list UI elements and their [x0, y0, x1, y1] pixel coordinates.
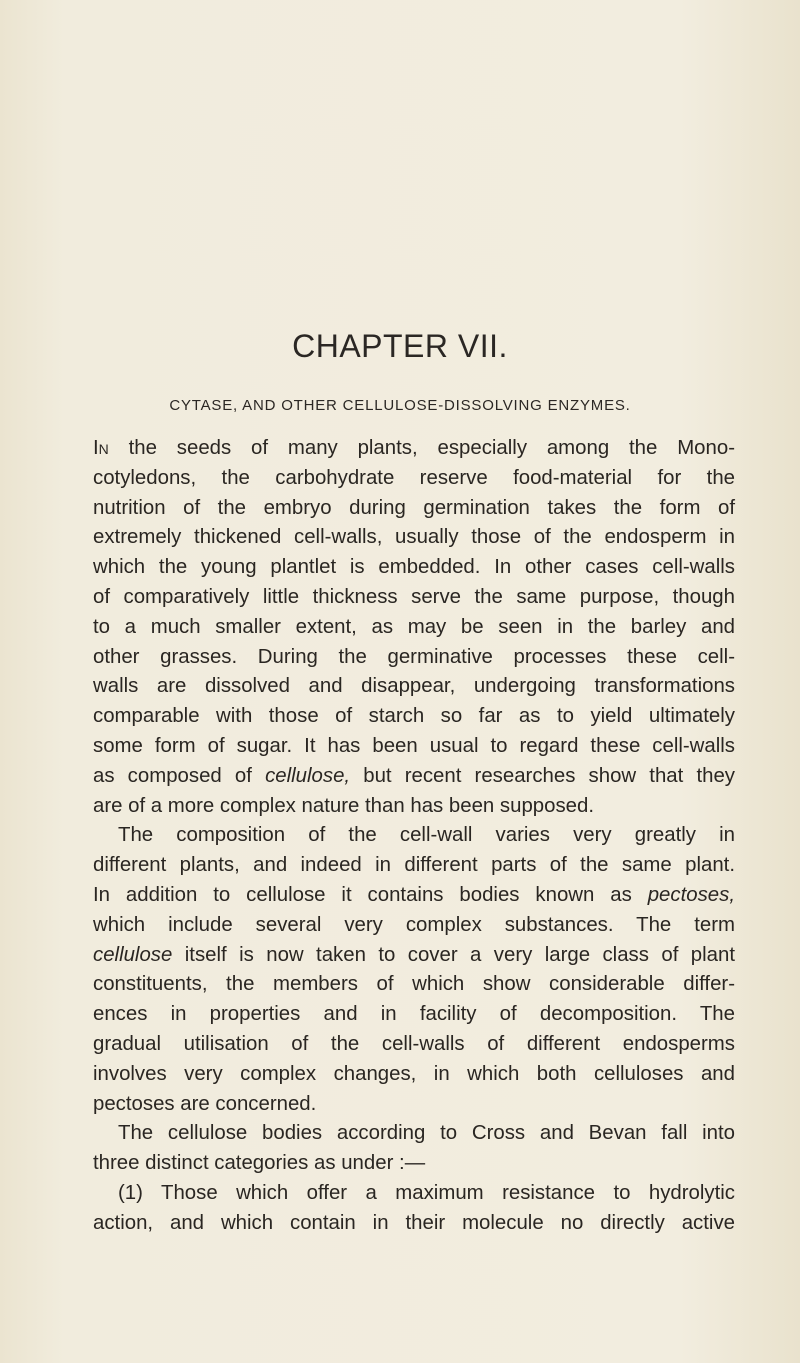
text-line: to a much smaller extent, as may be seen in the barley and: [93, 615, 735, 638]
text-line: extremely thickened cell-walls, usually those of the endosperm in: [93, 526, 735, 549]
text-line: nutrition of the embryo during germination takes the form of: [93, 496, 735, 519]
italic-term: pectoses,: [647, 883, 735, 906]
text-line: action, and which contain in their molecule no directly active: [93, 1211, 735, 1234]
text-line: comparable with those of starch so far as to yield ultimately: [93, 705, 735, 728]
text-line: cotyledons, the carbohydrate reserve food-material for the: [93, 466, 735, 489]
text-line: cellulose itself is now taken to cover a very large class of plant: [93, 943, 735, 966]
text-line: as composed of cellulose, but recent researches show that they: [93, 764, 735, 787]
text-line: are of a more complex nature than has been supposed.: [93, 794, 595, 817]
text-line: other grasses. During the germinative processes these cell-: [93, 645, 735, 668]
drop-word: In: [93, 437, 109, 459]
chapter-subtitle: CYTASE, AND OTHER CELLULOSE-DISSOLVING ENZYMES.: [169, 397, 631, 414]
italic-term: cellulose: [93, 943, 173, 966]
text-line: which the young plantlet is embedded. In other cases cell-walls: [93, 556, 735, 579]
text-line: some form of sugar. It has been usual to regard these cell-walls: [93, 734, 735, 757]
text-line: which include several very complex substances. The term: [93, 913, 735, 936]
text-line: three distinct categories as under :—: [93, 1152, 426, 1175]
body-text: [93, 434, 735, 1239]
text-line: constituents, the members of which show considerable differ-: [93, 973, 735, 996]
text-line: involves very complex changes, in which both celluloses and: [93, 1062, 735, 1085]
text-line: In the seeds of many plants, especially among the Mono-: [93, 437, 735, 459]
text-line: The cellulose bodies according to Cross and Bevan fall into: [118, 1122, 735, 1145]
text-line: ences in properties and in facility of decomposition. The: [93, 1003, 735, 1026]
text-line: pectoses are concerned.: [93, 1092, 317, 1115]
text-line: In addition to cellulose it contains bodies known as pectoses,: [93, 883, 735, 906]
text-line: gradual utilisation of the cell-walls of different endosperms: [93, 1032, 735, 1055]
text-line: The composition of the cell-wall varies very greatly in: [118, 824, 735, 847]
italic-term: cellulose,: [265, 764, 351, 787]
text-line: walls are dissolved and disappear, undergoing transformations: [93, 675, 735, 698]
text-line: of comparatively little thickness serve the same purpose, though: [93, 585, 735, 608]
chapter-heading: CHAPTER VII.: [292, 328, 508, 364]
text-line: (1) Those which offer a maximum resistance to hydrolytic: [118, 1181, 735, 1204]
text-line: different plants, and indeed in different parts of the same plant.: [93, 854, 735, 877]
